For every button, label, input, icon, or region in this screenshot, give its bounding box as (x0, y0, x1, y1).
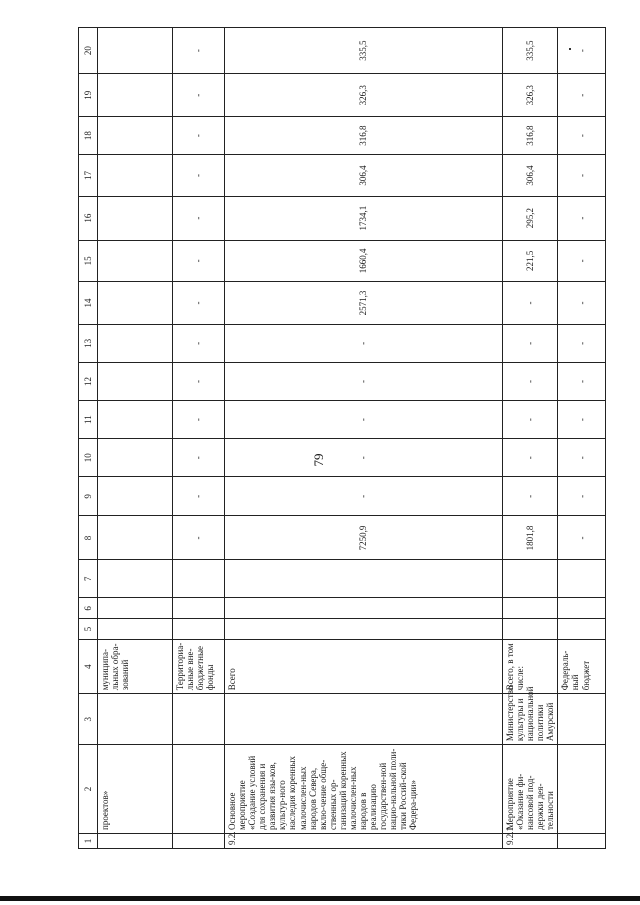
value-cell: - (173, 196, 225, 240)
row-c3-cell: Министерство культуры и национальной политики Амурской (503, 694, 558, 745)
value-cell: 1801,8 (503, 516, 558, 560)
value-cell: - (225, 401, 503, 439)
value-cell (98, 74, 173, 117)
value-cell: - (558, 282, 606, 325)
value-cell: 335,5 (225, 28, 503, 74)
value-cell: 316,8 (503, 117, 558, 155)
column-number: 14 (79, 282, 98, 325)
value-cell (225, 619, 503, 640)
value-cell: 326,3 (225, 74, 503, 117)
value-cell (98, 117, 173, 155)
column-number: 8 (79, 516, 98, 560)
value-cell: - (503, 439, 558, 477)
value-cell (173, 560, 225, 598)
value-cell: - (173, 117, 225, 155)
column-number: 18 (79, 117, 98, 155)
value-cell: 221,5 (503, 240, 558, 282)
row-c1-cell (173, 834, 225, 849)
row-c1-cell: 9.2.1. (503, 834, 558, 849)
value-cell: - (503, 401, 558, 439)
value-cell (558, 619, 606, 640)
column-number: 12 (79, 362, 98, 400)
value-cell: - (225, 477, 503, 516)
value-cell: - (503, 362, 558, 400)
column-number: 6 (79, 598, 98, 619)
row-c1-cell (558, 834, 606, 849)
value-cell: - (558, 117, 606, 155)
column-number: 19 (79, 74, 98, 117)
column-number: 3 (79, 694, 98, 745)
page-number: 79 (311, 453, 326, 467)
value-cell (98, 619, 173, 640)
value-cell: - (225, 362, 503, 400)
value-cell: - (503, 324, 558, 362)
value-cell: - (225, 324, 503, 362)
table-row (503, 28, 558, 849)
column-number: 9 (79, 477, 98, 516)
value-cell: - (173, 240, 225, 282)
value-cell: - (558, 155, 606, 197)
value-cell: 306,4 (503, 155, 558, 197)
row-c2-cell (558, 745, 606, 834)
table-row (225, 28, 503, 849)
value-cell: - (558, 401, 606, 439)
value-cell (98, 362, 173, 400)
column-number: 15 (79, 240, 98, 282)
value-cell: 316,8 (225, 117, 503, 155)
value-cell (98, 439, 173, 477)
column-number: 17 (79, 155, 98, 197)
value-cell: - (558, 196, 606, 240)
column-number: 2 (79, 745, 98, 834)
value-cell: 326,3 (503, 74, 558, 117)
value-cell: 1734,1 (225, 196, 503, 240)
value-cell: - (173, 439, 225, 477)
row-c2-cell: Мероприятие «Оказание фи-нансовой под-держки дея-тельности (503, 745, 558, 834)
value-cell: - (558, 324, 606, 362)
value-cell: - (558, 28, 606, 74)
value-cell (558, 560, 606, 598)
value-cell: 7250,9 (225, 516, 503, 560)
value-cell (98, 598, 173, 619)
row-c3-cell (173, 694, 225, 745)
header-row (79, 28, 98, 849)
value-cell (98, 560, 173, 598)
value-cell: 306,4 (225, 155, 503, 197)
value-cell (503, 560, 558, 598)
row-c2-cell: проектов» (98, 745, 173, 834)
table-row (173, 28, 225, 849)
value-cell (173, 598, 225, 619)
row-c4-cell: Всего (225, 640, 503, 694)
value-cell (98, 196, 173, 240)
value-cell: - (558, 516, 606, 560)
row-c1-cell (98, 834, 173, 849)
value-cell: 1660,4 (225, 240, 503, 282)
row-c4-cell: Всего, в том числе: (503, 640, 558, 694)
value-cell: - (173, 282, 225, 325)
value-cell (98, 324, 173, 362)
value-cell: - (225, 439, 503, 477)
row-c1-cell: 9.2. (225, 834, 503, 849)
value-cell: - (503, 477, 558, 516)
scan-bottom-edge (0, 896, 640, 901)
value-cell (98, 28, 173, 74)
value-cell: 335,5 (503, 28, 558, 74)
value-cell: 295,2 (503, 196, 558, 240)
table-body (79, 28, 606, 849)
value-cell: - (173, 28, 225, 74)
value-cell (98, 155, 173, 197)
column-number: 10 (79, 439, 98, 477)
row-c4-cell: Территориа-льные вне-бюджетные фонды (173, 640, 225, 694)
column-number: 20 (79, 28, 98, 74)
value-cell: - (558, 439, 606, 477)
value-cell (98, 282, 173, 325)
row-c4-cell: Федераль-ный бюджет (558, 640, 606, 694)
value-cell: - (173, 477, 225, 516)
column-number: 16 (79, 196, 98, 240)
table-row (558, 28, 606, 849)
value-cell (503, 598, 558, 619)
value-cell (98, 240, 173, 282)
value-cell: - (173, 155, 225, 197)
column-number: 7 (79, 560, 98, 598)
value-cell (98, 401, 173, 439)
value-cell (225, 560, 503, 598)
value-cell: - (558, 240, 606, 282)
value-cell: - (173, 516, 225, 560)
value-cell (98, 477, 173, 516)
column-number: 11 (79, 401, 98, 439)
value-cell (173, 619, 225, 640)
value-cell: - (173, 362, 225, 400)
table-row (98, 28, 173, 849)
row-c3-cell (98, 694, 173, 745)
row-c4-cell: муниципа-льных обра-зований (98, 640, 173, 694)
value-cell: - (558, 477, 606, 516)
column-number: 13 (79, 324, 98, 362)
value-cell: - (173, 401, 225, 439)
value-cell: - (558, 74, 606, 117)
value-cell: - (558, 362, 606, 400)
value-cell: - (173, 74, 225, 117)
budget-table (78, 27, 606, 849)
value-cell (503, 619, 558, 640)
value-cell (98, 516, 173, 560)
column-number: 1 (79, 834, 98, 849)
row-c2-cell (173, 745, 225, 834)
row-c3-cell (225, 694, 503, 745)
row-c3-cell (558, 694, 606, 745)
value-cell: 2571,3 (225, 282, 503, 325)
value-cell: - (503, 282, 558, 325)
rotated-table-frame (78, 27, 591, 849)
value-cell: - (173, 324, 225, 362)
column-number: 4 (79, 640, 98, 694)
row-c2-cell: Основное мероприятие «Создание условий для сохранения и развития язы-ков, культур-ного наследия коренных малочислен-ных народов Севера, вклю-чение обще-ственных ор-ганизаций коренных малочислен-ных народов в реализацию государствен-ной нацио-нальной поли-тики Россий-ской Федера-ции» (225, 745, 503, 834)
column-number: 5 (79, 619, 98, 640)
value-cell (558, 598, 606, 619)
value-cell (225, 598, 503, 619)
